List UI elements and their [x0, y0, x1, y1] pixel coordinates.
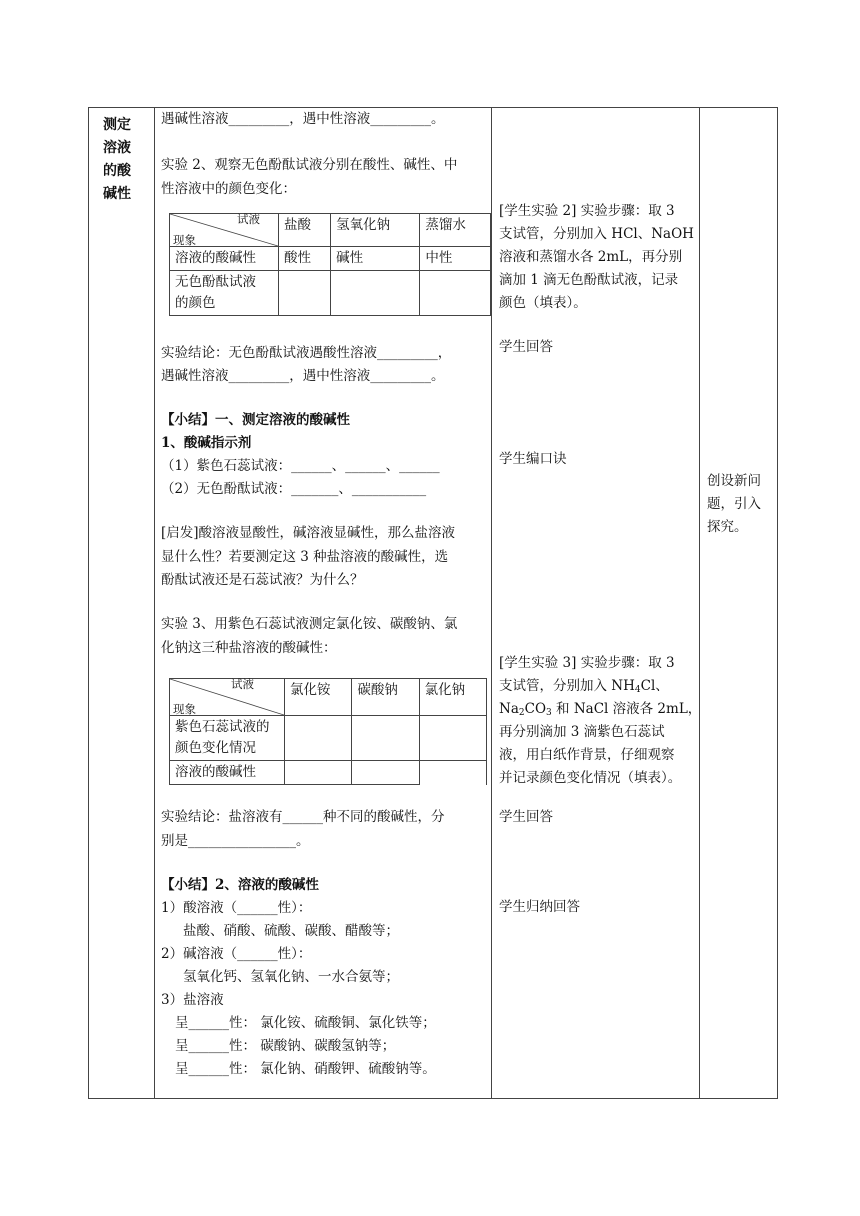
text-line: 别是________________。	[161, 833, 310, 849]
text-line: 实验结论：盐溶液有______种不同的酸碱性，分	[161, 809, 445, 825]
row-label-line: 无色酚酞试液	[175, 274, 256, 290]
table-header: 盐酸	[279, 214, 331, 247]
topic-cell	[103, 114, 143, 206]
diag-top-label: 试液	[231, 677, 254, 691]
table-header: 碳酸钠	[352, 679, 419, 716]
text-line: 遇碱性溶液_________，遇中性溶液_________。	[161, 368, 445, 384]
text-line: 盐酸、硝酸、硫酸、碳酸、醋酸等；	[183, 923, 399, 939]
text-line: （2）无色酚酞试液：_______、___________	[161, 481, 427, 497]
row-label	[170, 716, 285, 761]
text-span: Na	[499, 701, 519, 717]
text-line: 液，用白纸作背景，仔细观察	[499, 747, 675, 763]
diag-bottom-label: 现象	[173, 233, 196, 247]
blank-cell[interactable]	[420, 271, 491, 316]
subscript: 3	[546, 708, 552, 718]
blank-cell[interactable]	[285, 761, 352, 785]
text-line: 学生编口诀	[499, 451, 567, 467]
text-span: 和 NaCl 溶液各 2mL，	[551, 701, 702, 717]
text-line: 溶液和蒸馏水各 2mL，再分别	[499, 249, 683, 265]
table-header: 氯化铵	[285, 679, 352, 716]
text-line: 呈______性： 碳酸钠、碳酸氢钠等；	[175, 1038, 396, 1054]
blank-cell[interactable]	[352, 716, 419, 761]
table-header: 氯化钠	[419, 679, 486, 716]
blank-cell[interactable]	[285, 716, 352, 761]
text-line: [学生实验 3] 实验步骤：取 3	[499, 655, 675, 671]
table-cell: 酸性	[279, 247, 331, 271]
section-heading: 【小结】一、测定溶液的酸碱性	[161, 412, 350, 428]
text-line: 呈______性： 氯化铵、硫酸铜、氯化铁等；	[175, 1015, 436, 1031]
subscript: 2	[518, 708, 525, 718]
text-line: （1）紫色石蕊试液：______、______、______	[161, 458, 440, 474]
subscript: 4	[634, 685, 641, 695]
blank-cell[interactable]	[352, 761, 419, 785]
topic-line: 碱性	[103, 186, 131, 202]
text-line: 呈______性： 氯化钠、硝酸钾、硫酸钠等。	[175, 1061, 436, 1077]
diagonal-header-cell	[170, 214, 279, 247]
text-line: 支试管，分别加入 HCl、NaOH	[499, 226, 694, 242]
text-line: 1）酸溶液（______性）：	[161, 900, 312, 916]
row-label: 溶液的酸碱性	[170, 247, 279, 271]
topic-line: 的酸	[103, 163, 131, 179]
text-line: 学生回答	[499, 339, 553, 355]
phenolphthalein-table	[169, 213, 491, 316]
blank-cell[interactable]	[419, 761, 486, 785]
table-header: 蒸馏水	[420, 214, 491, 247]
diag-top-label: 试液	[237, 212, 260, 226]
text-line: [启发]酸溶液显酸性，碱溶液显碱性，那么盐溶液	[161, 525, 456, 541]
row-label-line: 颜色变化情况	[175, 740, 256, 756]
text-line: 氢氧化钙、氢氧化钠、一水合氨等；	[183, 969, 399, 985]
text-span: Cl、	[640, 678, 669, 694]
litmus-table	[169, 678, 487, 785]
diag-bottom-label: 现象	[173, 702, 196, 716]
table-header: 氢氧化钠	[331, 214, 420, 247]
text-line: 化钠这三种盐溶液的酸碱性：	[161, 640, 337, 656]
text-line: 实验 2、观察无色酚酞试液分别在酸性、碱性、中	[161, 157, 458, 173]
text-line: 学生归纳回答	[499, 899, 580, 915]
text-line: 2）碱溶液（______性）：	[161, 946, 312, 962]
text-line: 探究。	[707, 519, 748, 535]
section-heading: 1、酸碱指示剂	[161, 435, 252, 451]
lesson-table	[88, 107, 778, 1099]
row-label-line: 的颜色	[175, 295, 216, 311]
row-label	[170, 271, 279, 316]
text-line: 实验 3、用紫色石蕊试液测定氯化铵、碳酸钠、氯	[161, 616, 458, 632]
column-divider	[154, 108, 155, 1098]
column-divider	[699, 108, 700, 1098]
text-line: [学生实验 2] 实验步骤：取 3	[499, 203, 675, 219]
column-divider	[491, 108, 492, 1098]
text-line: 学生回答	[499, 809, 553, 825]
text-line: 题，引入	[707, 496, 761, 512]
text-line: 创设新问	[707, 473, 761, 489]
text-line: 显什么性？若要测定这 3 种盐溶液的酸碱性，选	[161, 549, 449, 565]
blank-cell[interactable]	[419, 716, 486, 761]
text-span: CO	[524, 701, 547, 717]
table-cell: 中性	[420, 247, 491, 271]
text-line: 酚酞试液还是石蕊试液？为什么？	[161, 572, 364, 588]
topic-line: 测定	[103, 117, 131, 133]
text-line: 滴加 1 滴无色酚酞试液，记录	[499, 272, 679, 288]
row-label: 溶液的酸碱性	[170, 761, 285, 785]
text-span: 支试管，分别加入 NH	[499, 678, 635, 694]
text-line: 实验结论：无色酚酞试液遇酸性溶液_________，	[161, 345, 452, 361]
text-line: 遇碱性溶液_________，遇中性溶液_________。	[161, 111, 445, 127]
topic-line: 溶液	[103, 140, 131, 156]
text-line: 颜色（填表）。	[499, 295, 587, 311]
section-heading: 【小结】2、溶液的酸碱性	[161, 877, 319, 893]
text-line: 3）盐溶液	[161, 992, 224, 1008]
text-line: 再分别滴加 3 滴紫色石蕊试	[499, 724, 665, 740]
table-cell: 碱性	[331, 247, 420, 271]
text-line: 性溶液中的颜色变化：	[161, 181, 296, 197]
row-label-line: 紫色石蕊试液的	[175, 719, 270, 735]
text-line: 并记录颜色变化情况（填表）。	[499, 770, 682, 786]
diagonal-header-cell	[170, 679, 285, 716]
blank-cell[interactable]	[331, 271, 420, 316]
blank-cell[interactable]	[279, 271, 331, 316]
